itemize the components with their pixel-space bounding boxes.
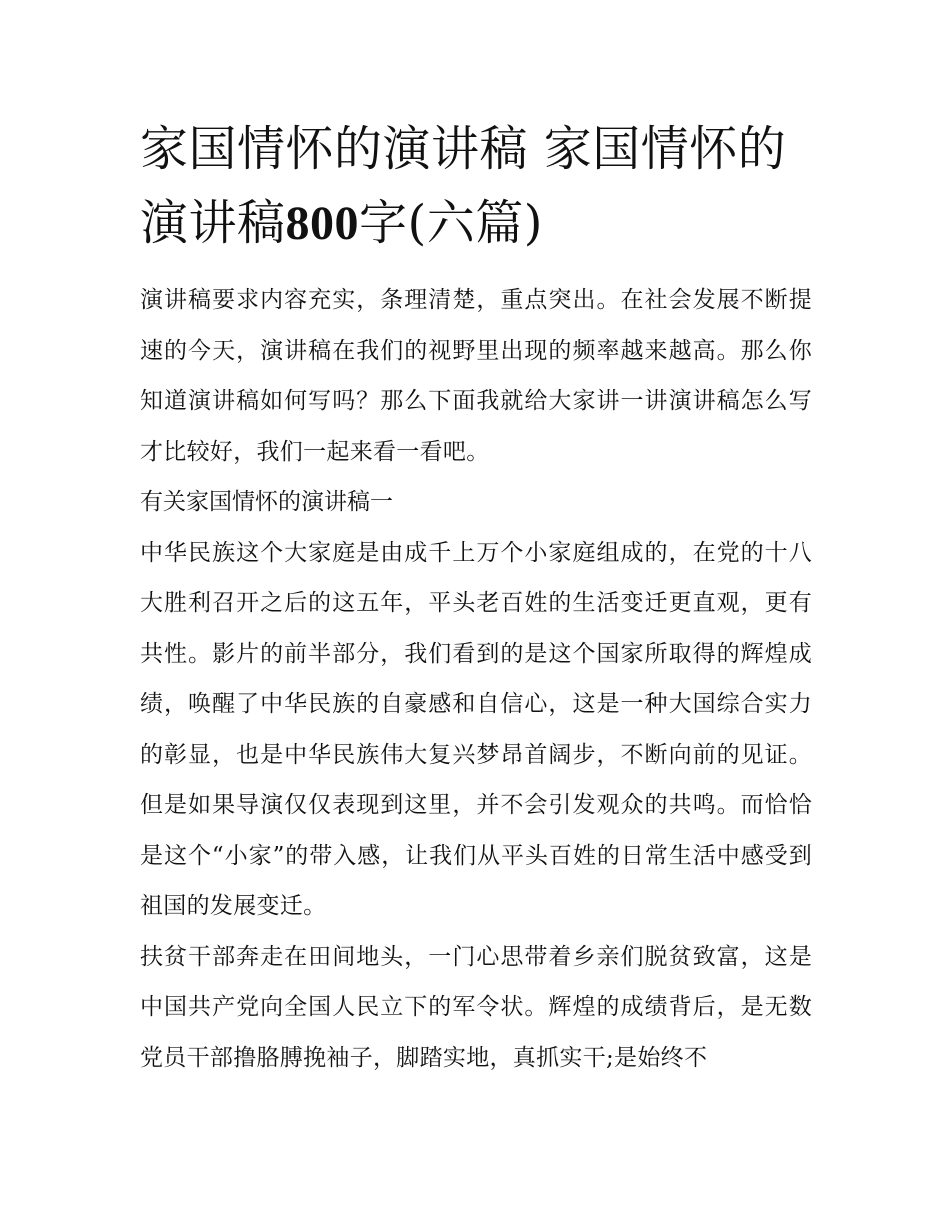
- document-title: [140, 112, 812, 261]
- document-content: [140, 112, 812, 1083]
- section-heading: 有关家国情怀的演讲稿一: [140, 489, 393, 515]
- body-paragraph-1: 中华民族这个大家庭是由成千上万个小家庭组成的，在党的十八大胜利召开之后的这五年，平头老百姓的生活变迁更直观，更有共性。影片的前半部分，我们看到的是这个国家所取得的辉煌成绩，唤醒了中华民族的自豪感和自信心，这是一种大国综合实力的彰显，也是中华民族伟大复兴梦昂首阔步，不断向前的见证。但是如果导演仅仅表现到这里，并不会引发观众的共鸣。而恰恰是这个“小家”的带入感，让我们从平头百姓的日常生活中感受到祖国的发展变迁。: [140, 539, 812, 919]
- title-text-part1: 家国情怀的演讲稿 家国情怀的演讲稿: [140, 121, 787, 251]
- title-text-part2: 字(六篇): [359, 195, 543, 251]
- body-paragraph-2: 扶贫干部奔走在田间地头，一门心思带着乡亲们脱贫致富，这是中国共产党向全国人民立下的军令状。辉煌的成绩背后，是无数党员干部撸胳膊挽袖子，脚踏实地，真抓实干;是始终不: [140, 943, 812, 1071]
- intro-paragraph: 演讲稿要求内容充实，条理清楚，重点突出。在社会发展不断提速的今天，演讲稿在我们的视野里出现的频率越来越高。那么你知道演讲稿如何写吗？那么下面我就给大家讲一讲演讲稿怎么写才比较好，我们一起来看一看吧。: [140, 287, 812, 465]
- title-number: 800: [285, 197, 360, 250]
